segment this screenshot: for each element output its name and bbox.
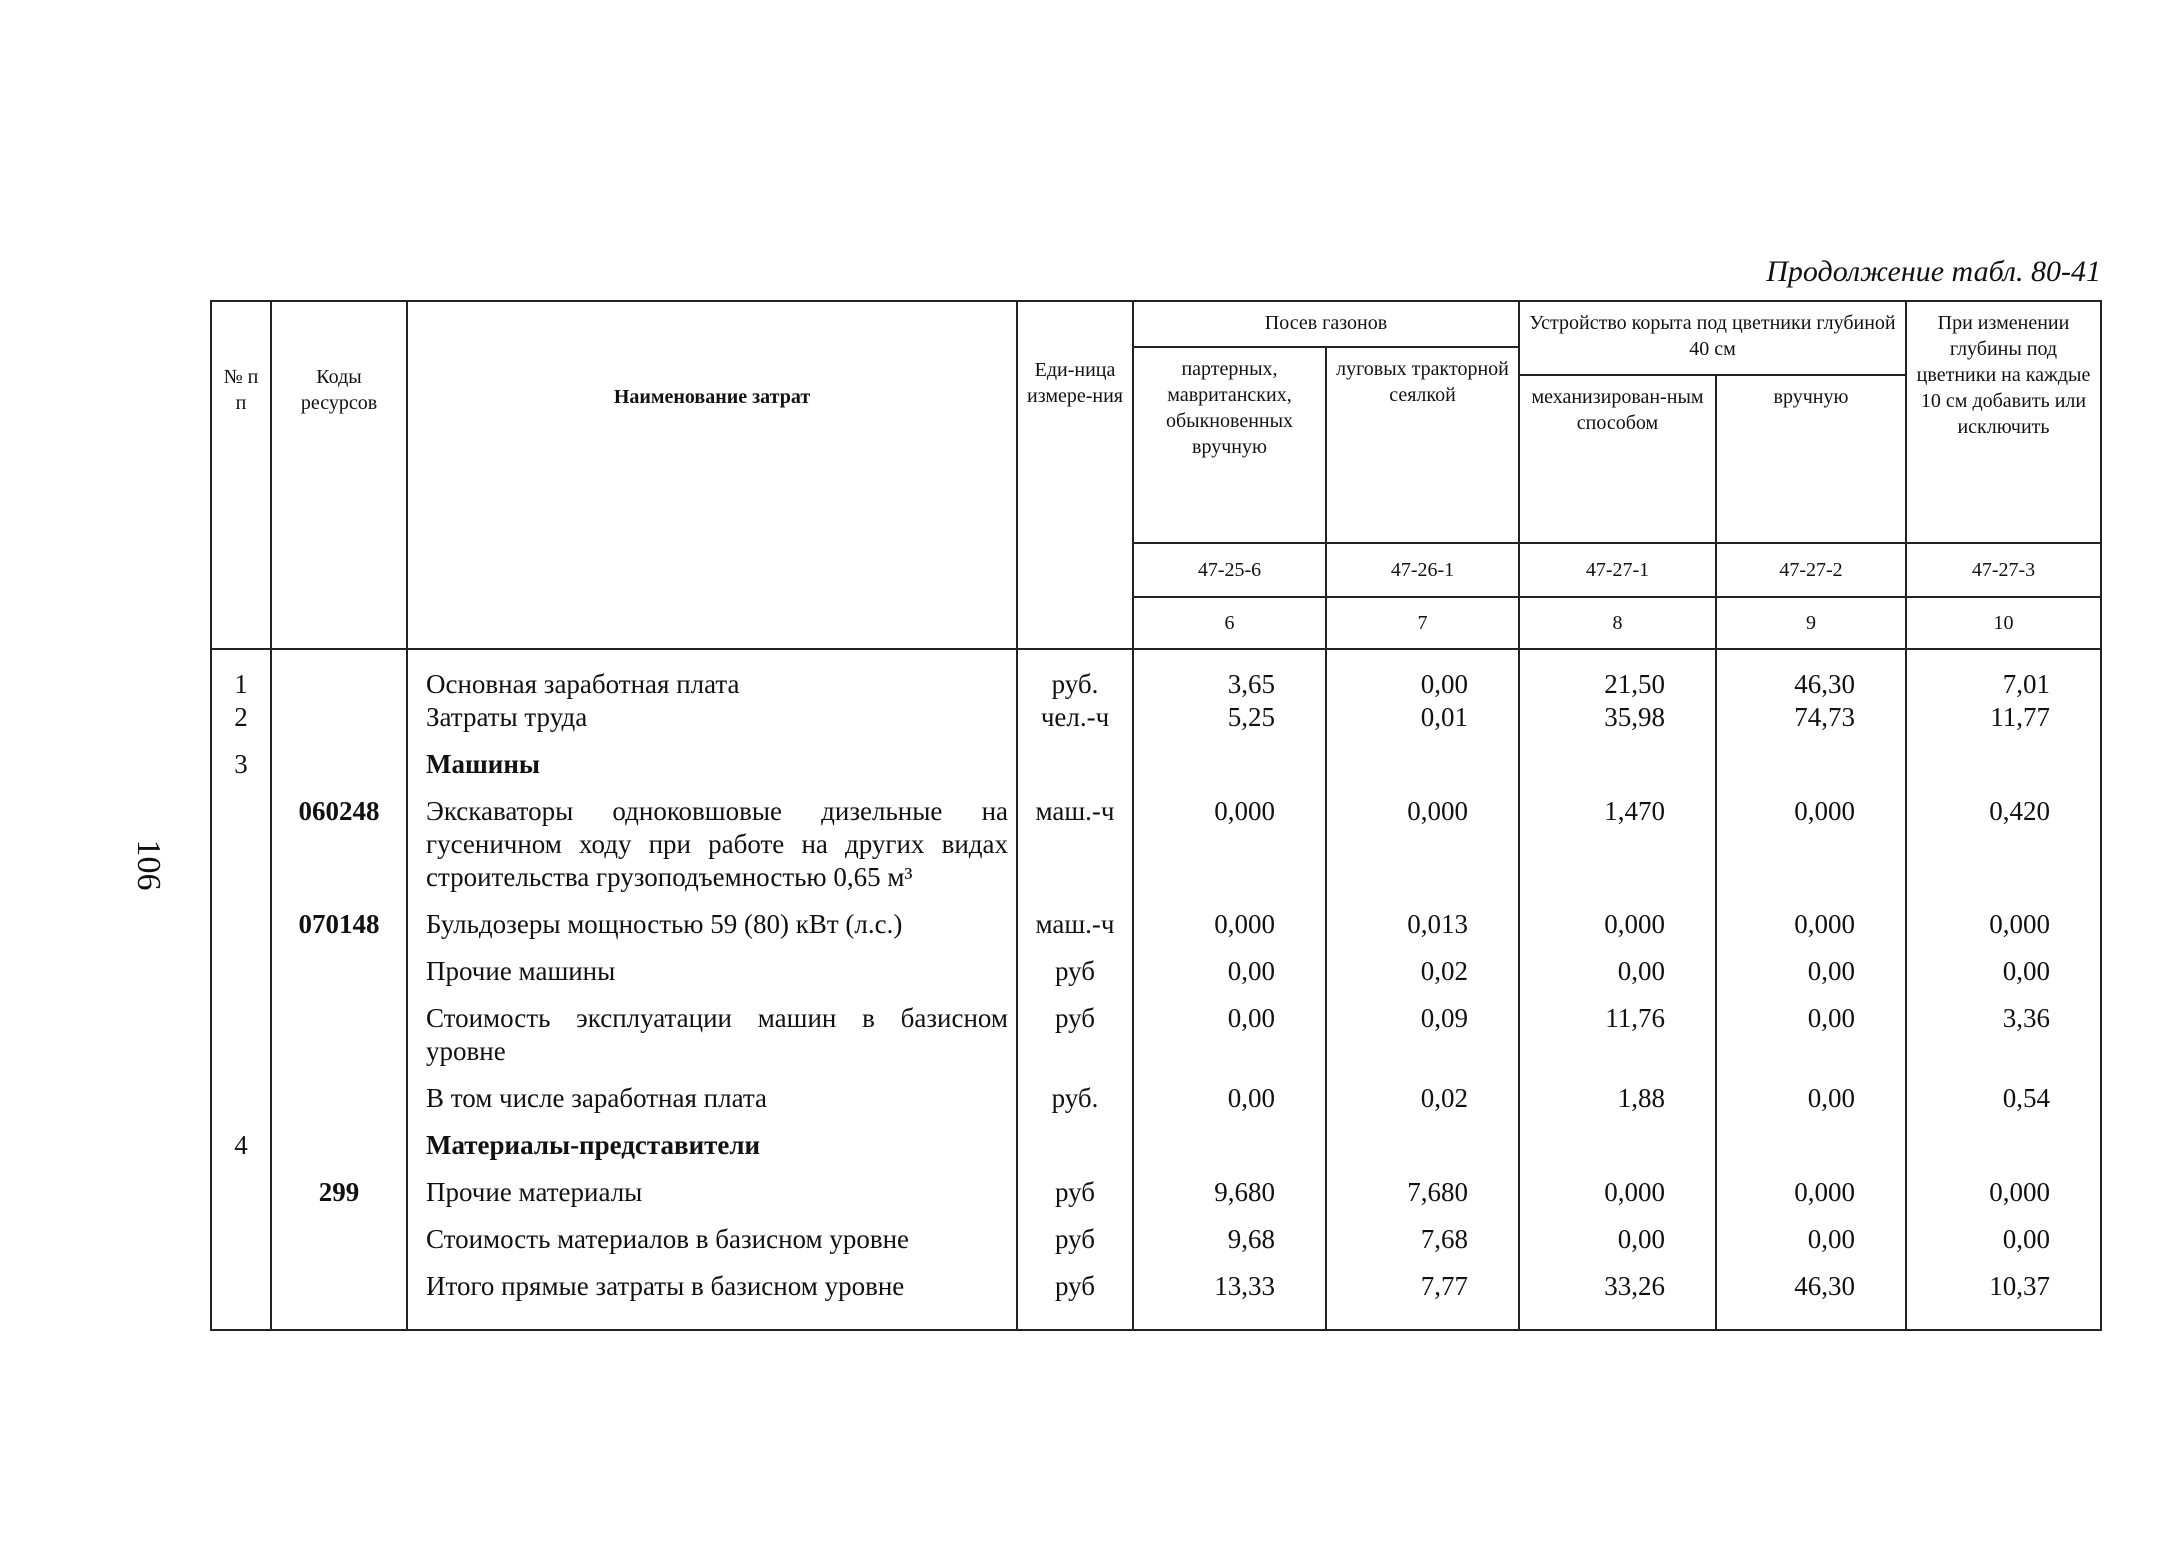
resource-code xyxy=(271,701,407,734)
value-cell xyxy=(1519,734,1716,781)
cost-name: В том числе заработная плата xyxy=(407,1068,1017,1115)
value-cell: 0,000 xyxy=(1519,1162,1716,1209)
row-number xyxy=(211,781,271,894)
row-number xyxy=(211,941,271,988)
row-number xyxy=(211,1162,271,1209)
value-cell: 21,50 xyxy=(1519,649,1716,701)
value-cell: 1,470 xyxy=(1519,781,1716,894)
value-cell: 13,33 xyxy=(1133,1256,1326,1330)
value-cell: 9,680 xyxy=(1133,1162,1326,1209)
value-cell: 3,65 xyxy=(1133,649,1326,701)
table-row xyxy=(211,649,2101,701)
value-cell xyxy=(1326,1115,1519,1162)
header-group-flowerbed-trench: Устройство корыта под цветники глубиной 40 см xyxy=(1519,301,1906,375)
resource-code xyxy=(271,988,407,1068)
section-title: Материалы-представители xyxy=(407,1115,1017,1162)
value-cell xyxy=(1519,1115,1716,1162)
header-name: Наименование затрат xyxy=(407,301,1017,649)
table-body xyxy=(211,649,2101,1330)
value-cell: 0,00 xyxy=(1519,1209,1716,1256)
table-row xyxy=(211,1115,2101,1162)
rate-code: 47-26-1 xyxy=(1326,543,1519,597)
value-cell: 0,00 xyxy=(1906,1209,2101,1256)
table-row xyxy=(211,781,2101,894)
value-cell: 7,68 xyxy=(1326,1209,1519,1256)
resource-code xyxy=(271,941,407,988)
rate-code: 47-27-3 xyxy=(1906,543,2101,597)
resource-code xyxy=(271,734,407,781)
cost-name: Прочие машины xyxy=(407,941,1017,988)
value-cell: 0,00 xyxy=(1716,988,1906,1068)
resource-code xyxy=(271,649,407,701)
value-cell xyxy=(1326,734,1519,781)
value-cell: 0,00 xyxy=(1716,1209,1906,1256)
page-number: 106 xyxy=(130,839,167,891)
value-cell: 0,01 xyxy=(1326,701,1519,734)
header-codes: Коды ресурсов xyxy=(271,301,407,649)
header-no: № п п xyxy=(211,301,271,649)
resource-code: 299 xyxy=(271,1162,407,1209)
rate-code: 47-27-2 xyxy=(1716,543,1906,597)
value-cell: 0,420 xyxy=(1906,781,2101,894)
cost-name: Итого прямые затраты в базисном уровне xyxy=(407,1256,1017,1330)
row-number: 3 xyxy=(211,734,271,781)
value-cell: 0,00 xyxy=(1716,941,1906,988)
value-cell xyxy=(1906,1115,2101,1162)
column-number: 9 xyxy=(1716,597,1906,649)
table-row xyxy=(211,988,2101,1068)
value-cell: 0,000 xyxy=(1519,894,1716,941)
table-row xyxy=(211,1209,2101,1256)
value-cell xyxy=(1133,734,1326,781)
value-cell: 0,013 xyxy=(1326,894,1519,941)
cost-name: Прочие материалы xyxy=(407,1162,1017,1209)
unit: руб. xyxy=(1017,1068,1133,1115)
table-row xyxy=(211,1162,2101,1209)
resource-code xyxy=(271,1256,407,1330)
unit: руб. xyxy=(1017,649,1133,701)
value-cell xyxy=(1716,734,1906,781)
value-cell: 0,02 xyxy=(1326,941,1519,988)
value-cell: 11,77 xyxy=(1906,701,2101,734)
value-cell: 7,77 xyxy=(1326,1256,1519,1330)
unit: руб xyxy=(1017,1256,1133,1330)
value-cell: 0,00 xyxy=(1133,988,1326,1068)
header-mechanized: механизирован-ным способом xyxy=(1519,375,1716,543)
header-unit: Еди-ница измере-ния xyxy=(1017,301,1133,649)
cost-name: Затраты труда xyxy=(407,701,1017,734)
value-cell: 0,02 xyxy=(1326,1068,1519,1115)
rate-code: 47-25-6 xyxy=(1133,543,1326,597)
value-cell: 0,000 xyxy=(1133,781,1326,894)
value-cell: 3,36 xyxy=(1906,988,2101,1068)
table-row xyxy=(211,894,2101,941)
resource-code: 070148 xyxy=(271,894,407,941)
header-group-lawn-sowing: Посев газонов xyxy=(1133,301,1519,347)
row-number: 4 xyxy=(211,1115,271,1162)
unit: маш.-ч xyxy=(1017,781,1133,894)
value-cell xyxy=(1906,734,2101,781)
value-cell: 1,88 xyxy=(1519,1068,1716,1115)
row-number xyxy=(211,1256,271,1330)
value-cell xyxy=(1716,1115,1906,1162)
column-number: 7 xyxy=(1326,597,1519,649)
unit: руб xyxy=(1017,1162,1133,1209)
unit: руб xyxy=(1017,1209,1133,1256)
row-number xyxy=(211,1209,271,1256)
value-cell: 5,25 xyxy=(1133,701,1326,734)
row-number xyxy=(211,1068,271,1115)
value-cell: 33,26 xyxy=(1519,1256,1716,1330)
value-cell: 0,09 xyxy=(1326,988,1519,1068)
value-cell: 0,54 xyxy=(1906,1068,2101,1115)
value-cell: 7,01 xyxy=(1906,649,2101,701)
value-cell: 0,00 xyxy=(1133,1068,1326,1115)
cost-name: Бульдозеры мощностью 59 (80) кВт (л.с.) xyxy=(407,894,1017,941)
row-number: 1 xyxy=(211,649,271,701)
value-cell: 7,680 xyxy=(1326,1162,1519,1209)
column-number: 6 xyxy=(1133,597,1326,649)
value-cell: 0,000 xyxy=(1326,781,1519,894)
value-cell: 0,00 xyxy=(1716,1068,1906,1115)
value-cell: 0,00 xyxy=(1326,649,1519,701)
resource-code: 060248 xyxy=(271,781,407,894)
row-number xyxy=(211,988,271,1068)
value-cell: 0,000 xyxy=(1133,894,1326,941)
resource-code xyxy=(271,1068,407,1115)
value-cell: 46,30 xyxy=(1716,1256,1906,1330)
value-cell: 9,68 xyxy=(1133,1209,1326,1256)
column-number: 8 xyxy=(1519,597,1716,649)
column-number: 10 xyxy=(1906,597,2101,649)
cost-name: Экскаваторы одноковшовые дизельные на гусеничном ходу при работе на других видах строительства грузоподъемностью 0,65 м³ xyxy=(407,781,1017,894)
cost-table xyxy=(210,300,2100,1331)
row-number: 2 xyxy=(211,701,271,734)
value-cell: 0,000 xyxy=(1906,1162,2101,1209)
value-cell: 0,000 xyxy=(1716,894,1906,941)
header-manual: вручную xyxy=(1716,375,1906,543)
value-cell: 46,30 xyxy=(1716,649,1906,701)
cost-name: Стоимость материалов в базисном уровне xyxy=(407,1209,1017,1256)
value-cell xyxy=(1133,1115,1326,1162)
header-meadow-tractor: луговых тракторной сеялкой xyxy=(1326,347,1519,543)
unit: маш.-ч xyxy=(1017,894,1133,941)
unit: руб xyxy=(1017,988,1133,1068)
table-row xyxy=(211,1256,2101,1330)
table-row xyxy=(211,941,2101,988)
value-cell: 0,00 xyxy=(1906,941,2101,988)
value-cell: 74,73 xyxy=(1716,701,1906,734)
cost-name: Стоимость эксплуатации машин в базисном уровне xyxy=(407,988,1017,1068)
value-cell: 0,00 xyxy=(1133,941,1326,988)
rate-code: 47-27-1 xyxy=(1519,543,1716,597)
header-parterre-manual: партерных, мавританских, обыкновенных вручную xyxy=(1133,347,1326,543)
unit: чел.-ч xyxy=(1017,701,1133,734)
section-title: Машины xyxy=(407,734,1017,781)
value-cell: 0,000 xyxy=(1716,781,1906,894)
table-row xyxy=(211,1068,2101,1115)
value-cell: 0,000 xyxy=(1906,894,2101,941)
resource-code xyxy=(271,1209,407,1256)
value-cell: 0,00 xyxy=(1519,941,1716,988)
resource-code xyxy=(271,1115,407,1162)
table-header xyxy=(211,301,2101,649)
row-number xyxy=(211,894,271,941)
cost-name: Основная заработная плата xyxy=(407,649,1017,701)
value-cell: 10,37 xyxy=(1906,1256,2101,1330)
table-caption: Продолжение табл. 80-41 xyxy=(1766,255,2101,288)
unit xyxy=(1017,734,1133,781)
table-row xyxy=(211,734,2101,781)
header-group-depth-change: При изменении глубины под цветники на каждые 10 см добавить или исключить xyxy=(1906,301,2101,543)
value-cell: 0,000 xyxy=(1716,1162,1906,1209)
value-cell: 35,98 xyxy=(1519,701,1716,734)
unit xyxy=(1017,1115,1133,1162)
table-row xyxy=(211,701,2101,734)
value-cell: 11,76 xyxy=(1519,988,1716,1068)
unit: руб xyxy=(1017,941,1133,988)
